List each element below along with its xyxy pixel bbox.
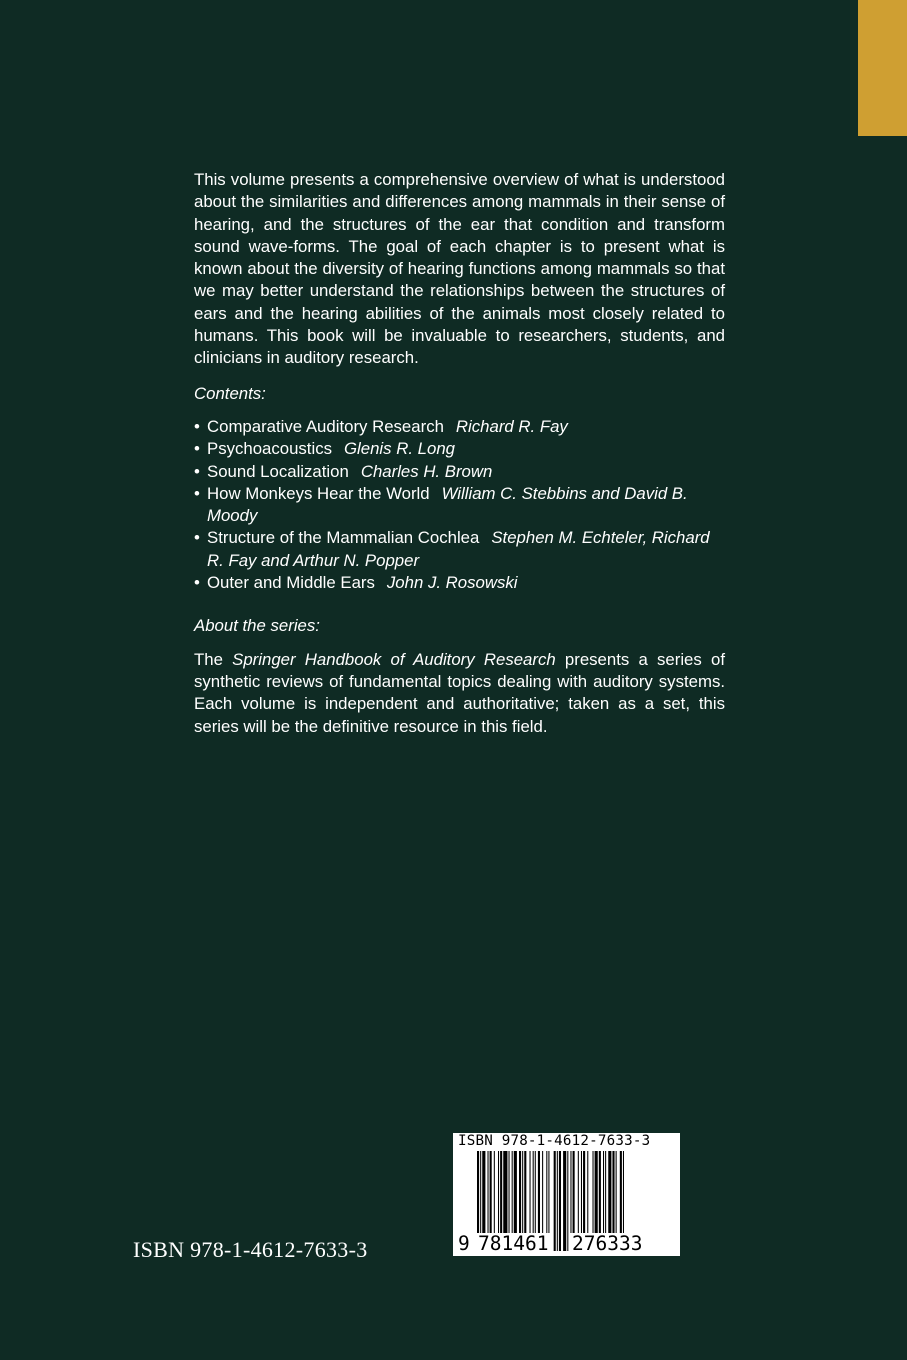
barcode-digit-lead: 9 bbox=[458, 1232, 470, 1255]
barcode-isbn-label: ISBN 978-1-4612-7633-3 bbox=[458, 1133, 651, 1149]
isbn-barcode bbox=[453, 1133, 680, 1256]
bullet: • bbox=[194, 461, 200, 481]
series-heading: About the series: bbox=[194, 616, 320, 636]
chapter-author: William C. Stebbins and David B. Moody bbox=[207, 483, 688, 526]
contents-item bbox=[194, 572, 725, 594]
chapter-title: Structure of the Mammalian Cochlea bbox=[207, 528, 480, 548]
series-text-before: The bbox=[194, 649, 233, 669]
bullet: • bbox=[194, 483, 200, 503]
contents-item bbox=[194, 438, 725, 460]
contents-item bbox=[194, 416, 725, 438]
chapter-author: Richard R. Fay bbox=[455, 416, 568, 436]
bullet: • bbox=[194, 528, 200, 548]
contents-heading: Contents: bbox=[194, 383, 266, 403]
contents-item bbox=[194, 483, 725, 528]
chapter-title: Sound Localization bbox=[207, 461, 349, 481]
chapter-title: Comparative Auditory Research bbox=[207, 416, 444, 436]
chapter-author: Glenis R. Long bbox=[343, 439, 455, 459]
contents-list bbox=[194, 416, 725, 594]
contents-item bbox=[194, 527, 725, 572]
barcode-digits-right: 276333 bbox=[572, 1232, 643, 1255]
barcode-digits-left: 781461 bbox=[478, 1232, 549, 1255]
accent-color-tab bbox=[858, 0, 907, 136]
contents-item bbox=[194, 461, 725, 483]
bullet: • bbox=[194, 439, 200, 459]
bullet: • bbox=[194, 416, 200, 436]
back-cover-text bbox=[194, 169, 725, 738]
chapter-title: How Monkeys Hear the World bbox=[207, 483, 430, 503]
chapter-author: John J. Rosowski bbox=[386, 573, 518, 593]
chapter-author: Stephen M. Echteler, Richard R. Fay and Arthur N. Popper bbox=[207, 528, 710, 570]
chapter-title: Psychoacoustics bbox=[207, 439, 332, 459]
isbn-number: ISBN 978-1-4612-7633-3 bbox=[133, 1237, 368, 1262]
series-name: Springer Handbook of Auditory Research bbox=[232, 649, 556, 669]
chapter-title: Outer and Middle Ears bbox=[207, 573, 375, 593]
series-description bbox=[194, 649, 725, 738]
bullet: • bbox=[194, 573, 200, 593]
series-text-after: presents a series of synthetic reviews of fundamental topics dealing with auditory systems. Each volume is independent and authoritative; taken as a set, this series will be the definitive resource in this field. bbox=[194, 649, 725, 736]
chapter-author: Charles H. Brown bbox=[360, 461, 493, 481]
book-description: This volume presents a comprehensive overview of what is understood about the similarities and differences among mammals in their sense of hearing, and the structures of the ear that condition and transform sound wave-forms. The goal of each chapter is to present what is known about the diversity of hearing functions among mammals so that we may better understand the relationships between the structures of ears and the hearing abilities of the animals most closely related to humans. This book will be invaluable to researchers, students, and clinicians in auditory research. bbox=[194, 170, 725, 368]
